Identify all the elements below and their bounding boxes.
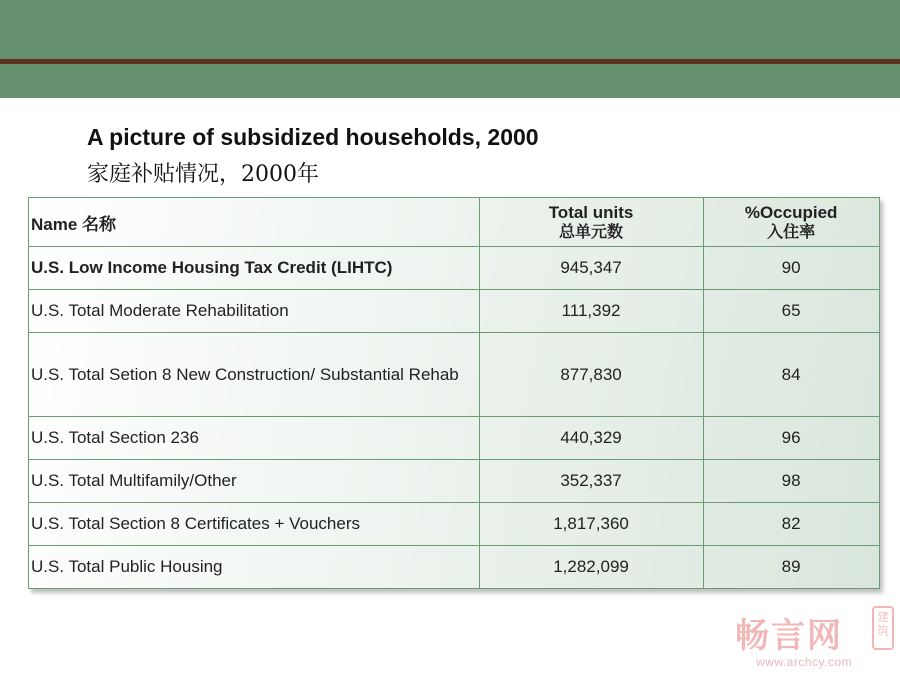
table-row	[29, 417, 880, 460]
subsidized-households-table	[28, 197, 880, 589]
row-name: U.S. Low Income Housing Tax Credit (LIHTC)	[29, 247, 480, 290]
table-row	[29, 247, 880, 290]
row-occupied: 89	[704, 546, 880, 589]
table-row	[29, 546, 880, 589]
header-band	[0, 0, 900, 98]
table-row	[29, 290, 880, 333]
header-name: Name 名称	[29, 198, 480, 247]
row-units: 352,337	[479, 460, 703, 503]
header-total-units-zh: 总单元数	[559, 223, 624, 241]
header-occupied-zh: 入住率	[767, 223, 816, 241]
row-occupied: 90	[704, 247, 880, 290]
watermark-url: www.archcy.com	[756, 655, 853, 669]
table-row	[29, 503, 880, 546]
header-occupied	[704, 198, 880, 247]
row-name: U.S. Total Section 8 Certificates + Vouchers	[29, 503, 480, 546]
row-name: U.S. Total Moderate Rehabilitation	[29, 290, 480, 333]
row-units: 1,282,099	[479, 546, 703, 589]
row-occupied: 98	[704, 460, 880, 503]
watermark-badge: 建筑	[872, 606, 894, 650]
row-name: U.S. Total Section 236	[29, 417, 480, 460]
row-units: 877,830	[479, 333, 703, 417]
row-occupied: 65	[704, 290, 880, 333]
row-occupied: 82	[704, 503, 880, 546]
table-row	[29, 460, 880, 503]
row-occupied: 96	[704, 417, 880, 460]
row-occupied: 84	[704, 333, 880, 417]
table-header-row	[29, 198, 880, 247]
header-total-units	[479, 198, 703, 247]
watermark-logo: 畅言网	[735, 616, 843, 656]
row-units: 1,817,360	[479, 503, 703, 546]
row-units: 440,329	[479, 417, 703, 460]
row-name: U.S. Total Multifamily/Other	[29, 460, 480, 503]
slide-title: A picture of subsidized households, 2000	[87, 124, 539, 150]
row-name: U.S. Total Public Housing	[29, 546, 480, 589]
header-occupied-en: %Occupied	[744, 202, 838, 222]
table-row	[29, 333, 880, 417]
header-total-units-en: Total units	[548, 202, 634, 222]
header-divider	[0, 59, 900, 64]
row-units: 111,392	[479, 290, 703, 333]
row-name: U.S. Total Setion 8 New Construction/ Substantial Rehab	[29, 333, 480, 417]
row-units: 945,347	[479, 247, 703, 290]
slide-subtitle-chinese: 家庭补贴情况，2000年	[87, 162, 319, 187]
